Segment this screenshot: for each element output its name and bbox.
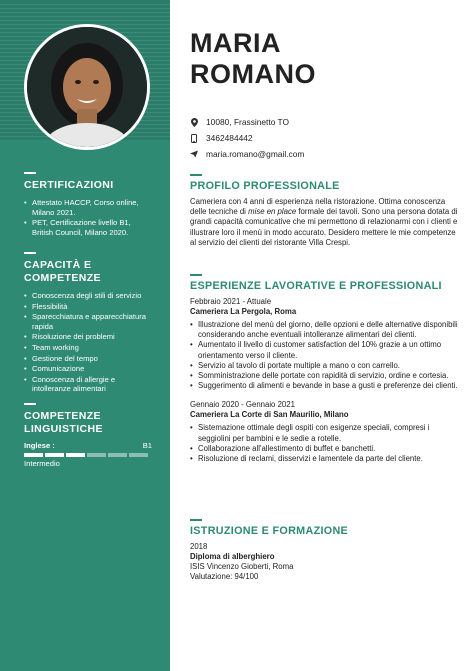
education-degree: Diploma di alberghiero (190, 552, 275, 561)
section-marker (24, 172, 36, 174)
experience-section (190, 274, 458, 464)
language-level-code: B1 (142, 441, 152, 450)
profile-text-italic: mise en place (248, 207, 297, 217)
location-icon (190, 118, 198, 127)
list-item: • Conoscenza di allergie e intolleranze alimentari (24, 375, 152, 394)
section-marker (24, 403, 36, 405)
contact-email[interactable] (190, 146, 304, 162)
language-level-segment (24, 453, 43, 457)
language-level-segment (129, 453, 148, 457)
profile-text (190, 197, 458, 248)
job-bullet: • Servizio al tavolo di portate multiple a mano o con carrello. (190, 361, 458, 371)
education-school: ISIS Vincenzo Gioberti, Roma (190, 562, 294, 571)
job-bullet: • Suggerimento di alimenti e bevande in base a gusti e preferenze dei clienti. (190, 381, 458, 391)
profile-photo (24, 24, 150, 150)
education-section (190, 519, 458, 582)
language-level-segment (108, 453, 127, 457)
list-item: • Team working (24, 343, 152, 353)
header-stripe (0, 16, 170, 17)
language-level-segment (66, 453, 85, 457)
header-stripe (0, 4, 170, 5)
job-bullet: • Collaborazione all'allestimento di buffet e banchetti. (190, 444, 458, 454)
list-item: • PET, Certificazione livello B1, British Council, Milano 2020. (24, 218, 152, 237)
job-role: Cameriera La Corte di San Maurilio, Milano (190, 410, 349, 420)
email-text[interactable]: maria.romano@gmail.com (206, 149, 305, 159)
jobs-list (190, 297, 458, 464)
list-item: • Gestione del tempo (24, 354, 152, 364)
job-dates: Gennaio 2020 - Gennaio 2021 (190, 400, 295, 410)
header-stripe (0, 12, 170, 13)
contact-phone (190, 130, 304, 146)
job-entry (190, 297, 458, 391)
language-level-bar (24, 453, 152, 457)
person-name (190, 28, 316, 90)
job-bullets (190, 423, 458, 464)
job-dates: Febbraio 2021 - Attuale (190, 297, 272, 306)
phone-icon (190, 134, 198, 143)
first-name: MARIA (190, 28, 281, 58)
list-item: • Conoscenza degli stili di servizio (24, 291, 152, 301)
skills-list (24, 291, 152, 394)
job-bullets (190, 320, 458, 391)
job-bullet: • Aumentato il livello di customer satisfaction del 10% grazie a un ottimo orientamento verso il cliente. (190, 340, 458, 360)
job-bullet: • Sistemazione ottimale degli ospiti con esigenze speciali, compresi i seggiolini per bambini e le sedie a rotelle. (190, 423, 458, 443)
list-item: • Comunicazione (24, 364, 152, 374)
language-row (24, 441, 152, 450)
job-role: Cameriera La Pergola, Roma (190, 307, 297, 316)
profile-text-end: formale dei tavoli. Sono una persona dotata di grandi capacità comunicative che mi permettono di relazionarmi con i clienti e illustrare loro il menù in modo accurato. Desidero mettere le mie competenze al servizio dei clienti del ristorante Villa Crespi. (190, 207, 458, 247)
section-marker (24, 252, 36, 254)
profile-text-start: Cameriera con 4 anni di esperienza nella ristorazione. Ottima conoscenza delle tecniche di (190, 197, 446, 217)
list-item: • Attestato HACCP, Corso online, Milano 2021. (24, 198, 152, 217)
section-marker (190, 174, 202, 176)
education-title: ISTRUZIONE E FORMAZIONE (190, 525, 349, 537)
send-icon (190, 150, 198, 159)
list-item: • Risoluzione dei problemi (24, 332, 152, 342)
sidebar (0, 0, 170, 671)
job-bullet: • Somministrazione delle portate con rapidità di servizio, ordine e cortesia. (190, 371, 458, 381)
profile-title: PROFILO PROFESSIONALE (190, 180, 340, 192)
address-text: 10080, Frassinetto TO (206, 117, 290, 127)
last-name: ROMANO (190, 59, 316, 89)
languages-section (24, 403, 152, 468)
section-marker (190, 274, 202, 276)
job-entry (190, 400, 458, 464)
language-level-segment (45, 453, 64, 457)
list-item: • Flessibilità (24, 302, 152, 312)
language-level-label: Intermedio (24, 459, 60, 468)
job-bullet: • Illustrazione del menù del giorno, delle opzioni e delle alternative disponibili considerando anche eventuali intolleranze alimentari dei clienti. (190, 320, 458, 340)
education-year: 2018 (190, 542, 208, 551)
language-level-segment (87, 453, 106, 457)
certifications-list (24, 198, 152, 237)
list-item: • Sparecchiatura e apparecchiatura rapida (24, 312, 152, 331)
header-stripe (0, 20, 170, 21)
languages-heading: COMPETENZE LINGUISTICHE (24, 410, 103, 435)
certifications-heading: CERTIFICAZIONI (24, 179, 114, 191)
language-name: Inglese : (24, 441, 55, 450)
certifications-section (24, 172, 152, 238)
job-bullet: • Risoluzione di reclami, disservizi e lamentele da parte del cliente. (190, 454, 458, 464)
languages-list (24, 441, 152, 468)
contact-block (190, 114, 304, 162)
experience-title: ESPERIENZE LAVORATIVE E PROFESSIONALI (190, 280, 442, 292)
education-grade: Valutazione: 94/100 (190, 572, 259, 581)
profile-section (190, 174, 458, 248)
contact-address (190, 114, 304, 130)
section-marker (190, 519, 202, 521)
header-stripe (0, 8, 170, 9)
skills-heading: CAPACITÀ E COMPETENZE (24, 259, 101, 284)
phone-text: 3462484442 (206, 133, 253, 143)
skills-section (24, 252, 152, 395)
